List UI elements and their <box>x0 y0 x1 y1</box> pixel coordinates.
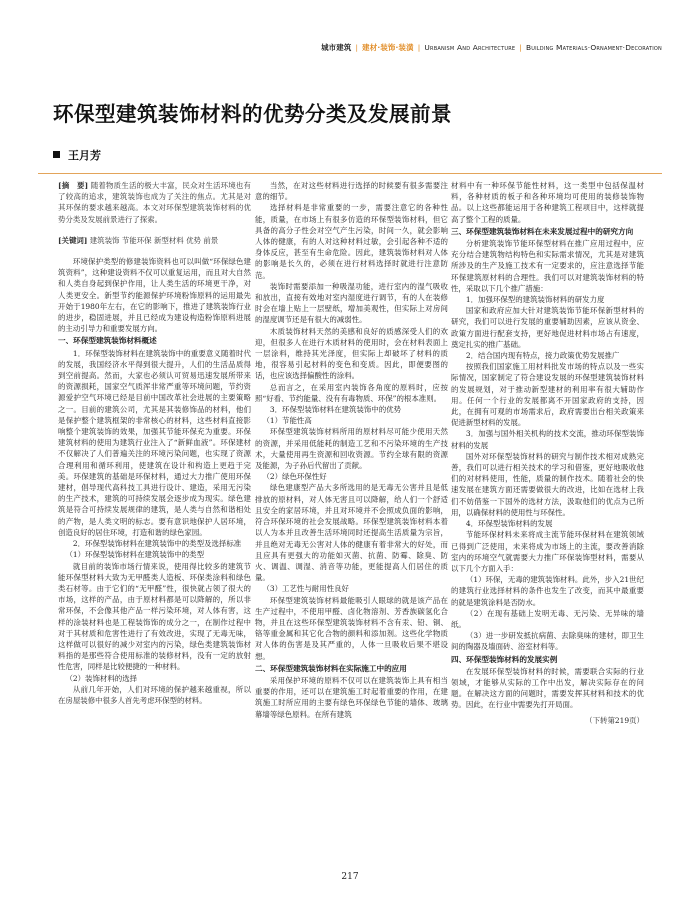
paragraph: 按照我们国家施工用材料批发市场的特点以及一些实际情况，国家制定了符合建设发展的环保型建筑装饰材料的发展规划，对于推动新型建材的利用率有很大辅助作用。任何一个行业的发展都离不开国家政府的支持，因此，在拥有可观的市场需求后，政府需要出台相关政策来促进新型材料的发展。 <box>451 362 644 428</box>
paragraph: 材料中有一种环保节能性材料，这一类型中包括保温材料，各种材质的板子和各种环境均可使用的装修装饰物品。以上这些都能运用于各种建筑工程项目中，这样就提高了整个工程的质量。 <box>451 181 644 224</box>
paragraph: 木质装饰材料天然的美感和良好的质感深受人们的欢迎，但很多人在进行木质材料的使用时，会在材料表面上一层涂料，维持其光泽度，但实际上却破坏了材料的质地，很容易引起材料的变色和变质。因此，即便要图的话，也应该选择偏酸性的涂料。 <box>255 326 448 381</box>
header-category-en-2: Building Materials·Ornament·Decoration <box>525 43 662 52</box>
subheading: （1）环保型装饰材料在建筑装饰中的类型 <box>65 550 205 560</box>
paragraph: 4．环保型装饰材料的发展 <box>465 519 553 529</box>
square-bullet-icon <box>53 151 60 158</box>
section-1-heading: 一、环保型建筑装饰材料概述 <box>58 336 157 346</box>
continued-note: （下转第219页） <box>585 715 644 725</box>
paragraph: 环保型建筑装饰材料所用的原材料尽可能少使用天然的资源，并采用低能耗的制造工艺和不污染环境的生产技术，大量使用再生资源和回收资源。节约全球有限的资源及能源，为子孙后代留出了贡献。 <box>255 427 448 471</box>
section-2-heading: 二、环保型建筑装饰材料在实际施工中的应用 <box>255 663 407 673</box>
paragraph: （1）环保，无毒的建筑装饰材料。此外，步入21世纪的建筑行业选择材料的条件也发生了改变，而其中最重要的就是建筑涂料是否防水。 <box>451 575 644 607</box>
header-separator: | <box>355 43 359 52</box>
paragraph: 3．环保型装饰材料在建筑装饰中的优势 <box>269 405 402 415</box>
subheading: （1）节能性高 <box>262 416 312 426</box>
paragraph: 国家和政府应加大针对建筑装饰节能环保新型材料的研究，我们可以进行发展的重要辅助因素，应该从资金、政策方面进行配套支持，更好地促进材料市场占有速度，奠定扎实的推广基础。 <box>451 306 644 349</box>
paragraph: 采用保护环境的原料不仅可以在建筑装饰上具有相当重要的作用，还可以在建筑施工时起着重要的作用，在建筑施工时所应用的主要有绿色环保绿色节能的墙体、玻璃幕墙等绿色原料。在所有建筑 <box>255 675 448 719</box>
paragraph: 1．加强环保型的建筑装饰材料的研发力度 <box>465 295 605 305</box>
paragraph: （3）进一步研发抵抗病菌、去除臭味的建材，即卫生间的陶器及墙面砖、浴室材料等。 <box>451 631 644 652</box>
paragraph: 在发展环保型装饰材料的时候，需要联合实际的行业领域，才能够从实际的工作中出发，解决实际存在的问题。在解决这方面的问题时，需要发挥其材料和技术的优势。因此，在行业中需要先打开局面。 <box>451 666 644 710</box>
paragraph: 环保型建筑装饰材料最能吸引人眼球的就是该产品在生产过程中，不使用甲醛、卤化物溶剂、芳香族碳氢化合物，并且在这些环保型建筑装饰材料不含有汞、铅、铜、铬等重金属和其它化合物的颜料和添加剂。这些化学物质对人体的伤害是及其严重的，人体一旦吸收后果不堪设想。 <box>255 595 448 661</box>
column-2 <box>255 180 448 720</box>
spacer <box>58 246 251 256</box>
running-header <box>321 42 662 53</box>
column-3 <box>451 180 644 726</box>
header-separator: | <box>417 43 421 52</box>
abstract-label: [摘 要] <box>58 181 89 190</box>
abstract-text: 随着物质生活的极大丰富，民众对生活环境也有了较高的追求，建筑装饰也成为了关注的焦点。尤其是对其环保的要求越来越高。本文对环保型建筑装饰材料的优势分类及发展前景进行了探索。 <box>58 181 251 224</box>
paragraph: 从前几年开始，人们对环境的保护越来越重视，所以在房屋装修中很多人首先考虑环保型的材料。 <box>58 684 251 705</box>
paragraph: 2．结合国内现有特点，接力政策优势发展推广 <box>465 351 620 361</box>
page-number: 217 <box>341 872 359 882</box>
paragraph: （2）在现有基础上发明无毒、无污染、无异味的墙纸。 <box>451 608 644 629</box>
intro-paragraph: 环境保护类型的修建装饰资料也可以叫做“环保绿色建筑资料”，这种建设资料不仅可以重复运用，而且对大自然和人类自身起到保护作用，让人类生活的环境更干净，对人类更安全。新型节约能源保护环境粉饰原料的运用最先开始于1980年左右，在它的影响下，推进了建筑装饰行业的进步，稳固进展，并且已经成为建设构造粉饰原料进展的主动引导力和重要发展方向。 <box>58 257 251 334</box>
subheading: （2）绿色环保性好 <box>262 472 327 482</box>
paragraph: 2．环保型装饰材料在建筑装饰中的类型及选择标准 <box>72 539 242 549</box>
paragraph: 装饰时需要添加一种吸湿功能，进行室内的湿气吸收和放出，直接有效地对室内湿度进行调节，有的人在装修时会在墙上贴上一层壁纸，增加美观性，但实际上对房间的湿度调节还是有很大的减弱性。 <box>255 281 448 325</box>
header-separator: | <box>519 43 522 52</box>
paragraph: 1．环保型装饰材料在建筑装饰中的重要意义随着时代的发展，我国经济水平得到很大提升，人们的生活品质得到空前提高。然而，大家也必须认可贸易迅速发展所带来的资源损耗，国家空气质浑非常严重等环境问题，节约资源爱护空气环境已经是目前中国改革社会进展的主要策略之一。目前的建筑公司，尤其是其装修饰品的材料，他们是保护整个建筑框架的非常核心的材料，这些材料直接影响整个建筑装饰的效果，加强其节能环保充为重要。环保建筑材料的使用为建筑行业注入了“新鲜血液”。环保建材不仅解决了人们普遍关注的环境污染问题，也实现了资源合理利用和循环利用，使建筑在设计和构造上更趋于完美。环保建筑的基础是环保材料，通过大力推广使用环保建材，倡导现代高科技工具进行设计、建造，采用无污染的生产技术，建筑的可持续发展会逐步成为现实。绿色建筑是符合可持续发展规律的建筑，是人类与自然和谐相处的产物，是人类文明的标志。要有意识地保护人居环境，创造良好的居住环境，打造和谐的绿色家园。 <box>58 348 251 537</box>
paragraph: 3．加强与国外相关机构的技术交流，推动环保型装饰材料的发展 <box>451 429 644 450</box>
paragraph: 总而言之，在采用室内装饰各角度的原料时，应按照“好看、节约能量、没有有毒物质、环保”的根本准则。 <box>255 382 448 403</box>
subheading: （3）工艺性与耐用性良好 <box>262 584 349 594</box>
header-rule <box>38 173 662 174</box>
abstract <box>58 180 251 225</box>
author-line <box>53 147 101 163</box>
keywords <box>58 235 251 246</box>
paragraph: 就目前的装饰市场行情来说，使用得比较多的建筑节能环保型材料大致为无甲醛类人造板、环保类涂料和绿色类石材等。由于它们的“无甲醛”性，很快就占领了很大的市场，这样的产品，由于原材料都是可以降解的，所以非常环保，不会像其他产品一样污染环境，对人体有害，这样的涂装材料也是工程装饰饰的成分之一，在制作过程中对于其材质和危害性进行了有效改进，实现了无毒无味，这样做可以很好的减少对室内的污染，绿色类建筑装饰材料指的是那些符合使用标准的装修材料，没有一定的放射性危害，同样是比较便捷的一种材料。 <box>58 561 251 672</box>
header-category-en-1: Urbanism And Architecture <box>424 43 516 52</box>
author-name: 王月芳 <box>68 149 101 162</box>
keywords-text: 建筑装饰 节能环保 新型材料 优势 前景 <box>89 235 219 245</box>
section-4-heading: 四、环保型装饰材料的发展实例 <box>451 654 558 664</box>
paragraph: 选择材料是非常重要的一步，需要注意它的各种性能，质量，在市场上有很多仿造的环保型装饰材料，但它具备的高分子性会对空气产生污染，时间一久，就会影响人体的健康，有的人对这种材料过敏，会引起各种不适的身体反应，甚至有生命危险。因此，建筑装饰材料对人体的影响是长久的，必须在进行材料选择时就进行注意防范。 <box>255 203 448 280</box>
paragraph: 当然，在对这些材料进行选择的时候要有很多需要注意的细节。 <box>255 181 448 202</box>
paragraph: 绿色建康型产品大多所选用的是无毒无公害并且是低排放的原材料，对人体无害且可以降解，给人们一个舒适且安全的家居环境，并且对环境并不会照成负面的影响，符合环保环境的社会发展战略。环保型建筑装饰材料本着以人为本并且改善生活环境同时还提高生活质量为宗旨，并且绝对无毒无公害对人体的健康有着非常大的好处，而且应具有更强大的功能如灭菌、抗菌、防霉、除臭、防火、调温、调湿、消音等功能，更能提高人们居住的质量。 <box>255 483 448 583</box>
article-title: 环保型建筑装饰材料的优势分类及发展前景 <box>53 102 452 126</box>
paragraph: 国外对环保型装饰材料的研究与制作技术相对成熟完善，我们可以进行相关技术的学习和借鉴，更好地吸收他们的对材料使用，性能，质量的制作技术。随着社会的快速发展在建筑方面还需要做很大的改进，比如在选材上我们不妨借鉴一下国外的选材方法，汲取他们的优点为己所用，以确保材料的使用性与环保性。 <box>451 451 644 517</box>
section-3-heading: 三、环保型建筑装饰材料在未来发展过程中的研究方向 <box>451 226 634 236</box>
paragraph: 分析建筑装饰节能环保型材料在推广应用过程中，应充分结合建筑物结构特色和实际需求情况，尤其是对建筑所涉及的生产及施工技术有一定要求的，应注意选择节能环保建筑原材料的合理性。我们可以对建筑装饰材料的特性，采取以下几个推广措施： <box>451 239 644 293</box>
header-category-1: 城市建筑 <box>321 43 352 52</box>
keywords-label: [关键词] <box>58 235 88 245</box>
subheading: （2）装饰材料的选择 <box>65 673 138 683</box>
column-1 <box>58 180 251 706</box>
header-category-2: 建材·装饰·装潢 <box>362 43 414 52</box>
spacer <box>58 225 251 235</box>
paragraph: 节能环保材料未来将成主流节能环保材料在建筑领域已得到广泛使用，未来将成为市场上的主流，要改善消除室内的环境空气就需要大力推广环保装饰型材料，需要从以下几个方面入手： <box>451 530 644 573</box>
